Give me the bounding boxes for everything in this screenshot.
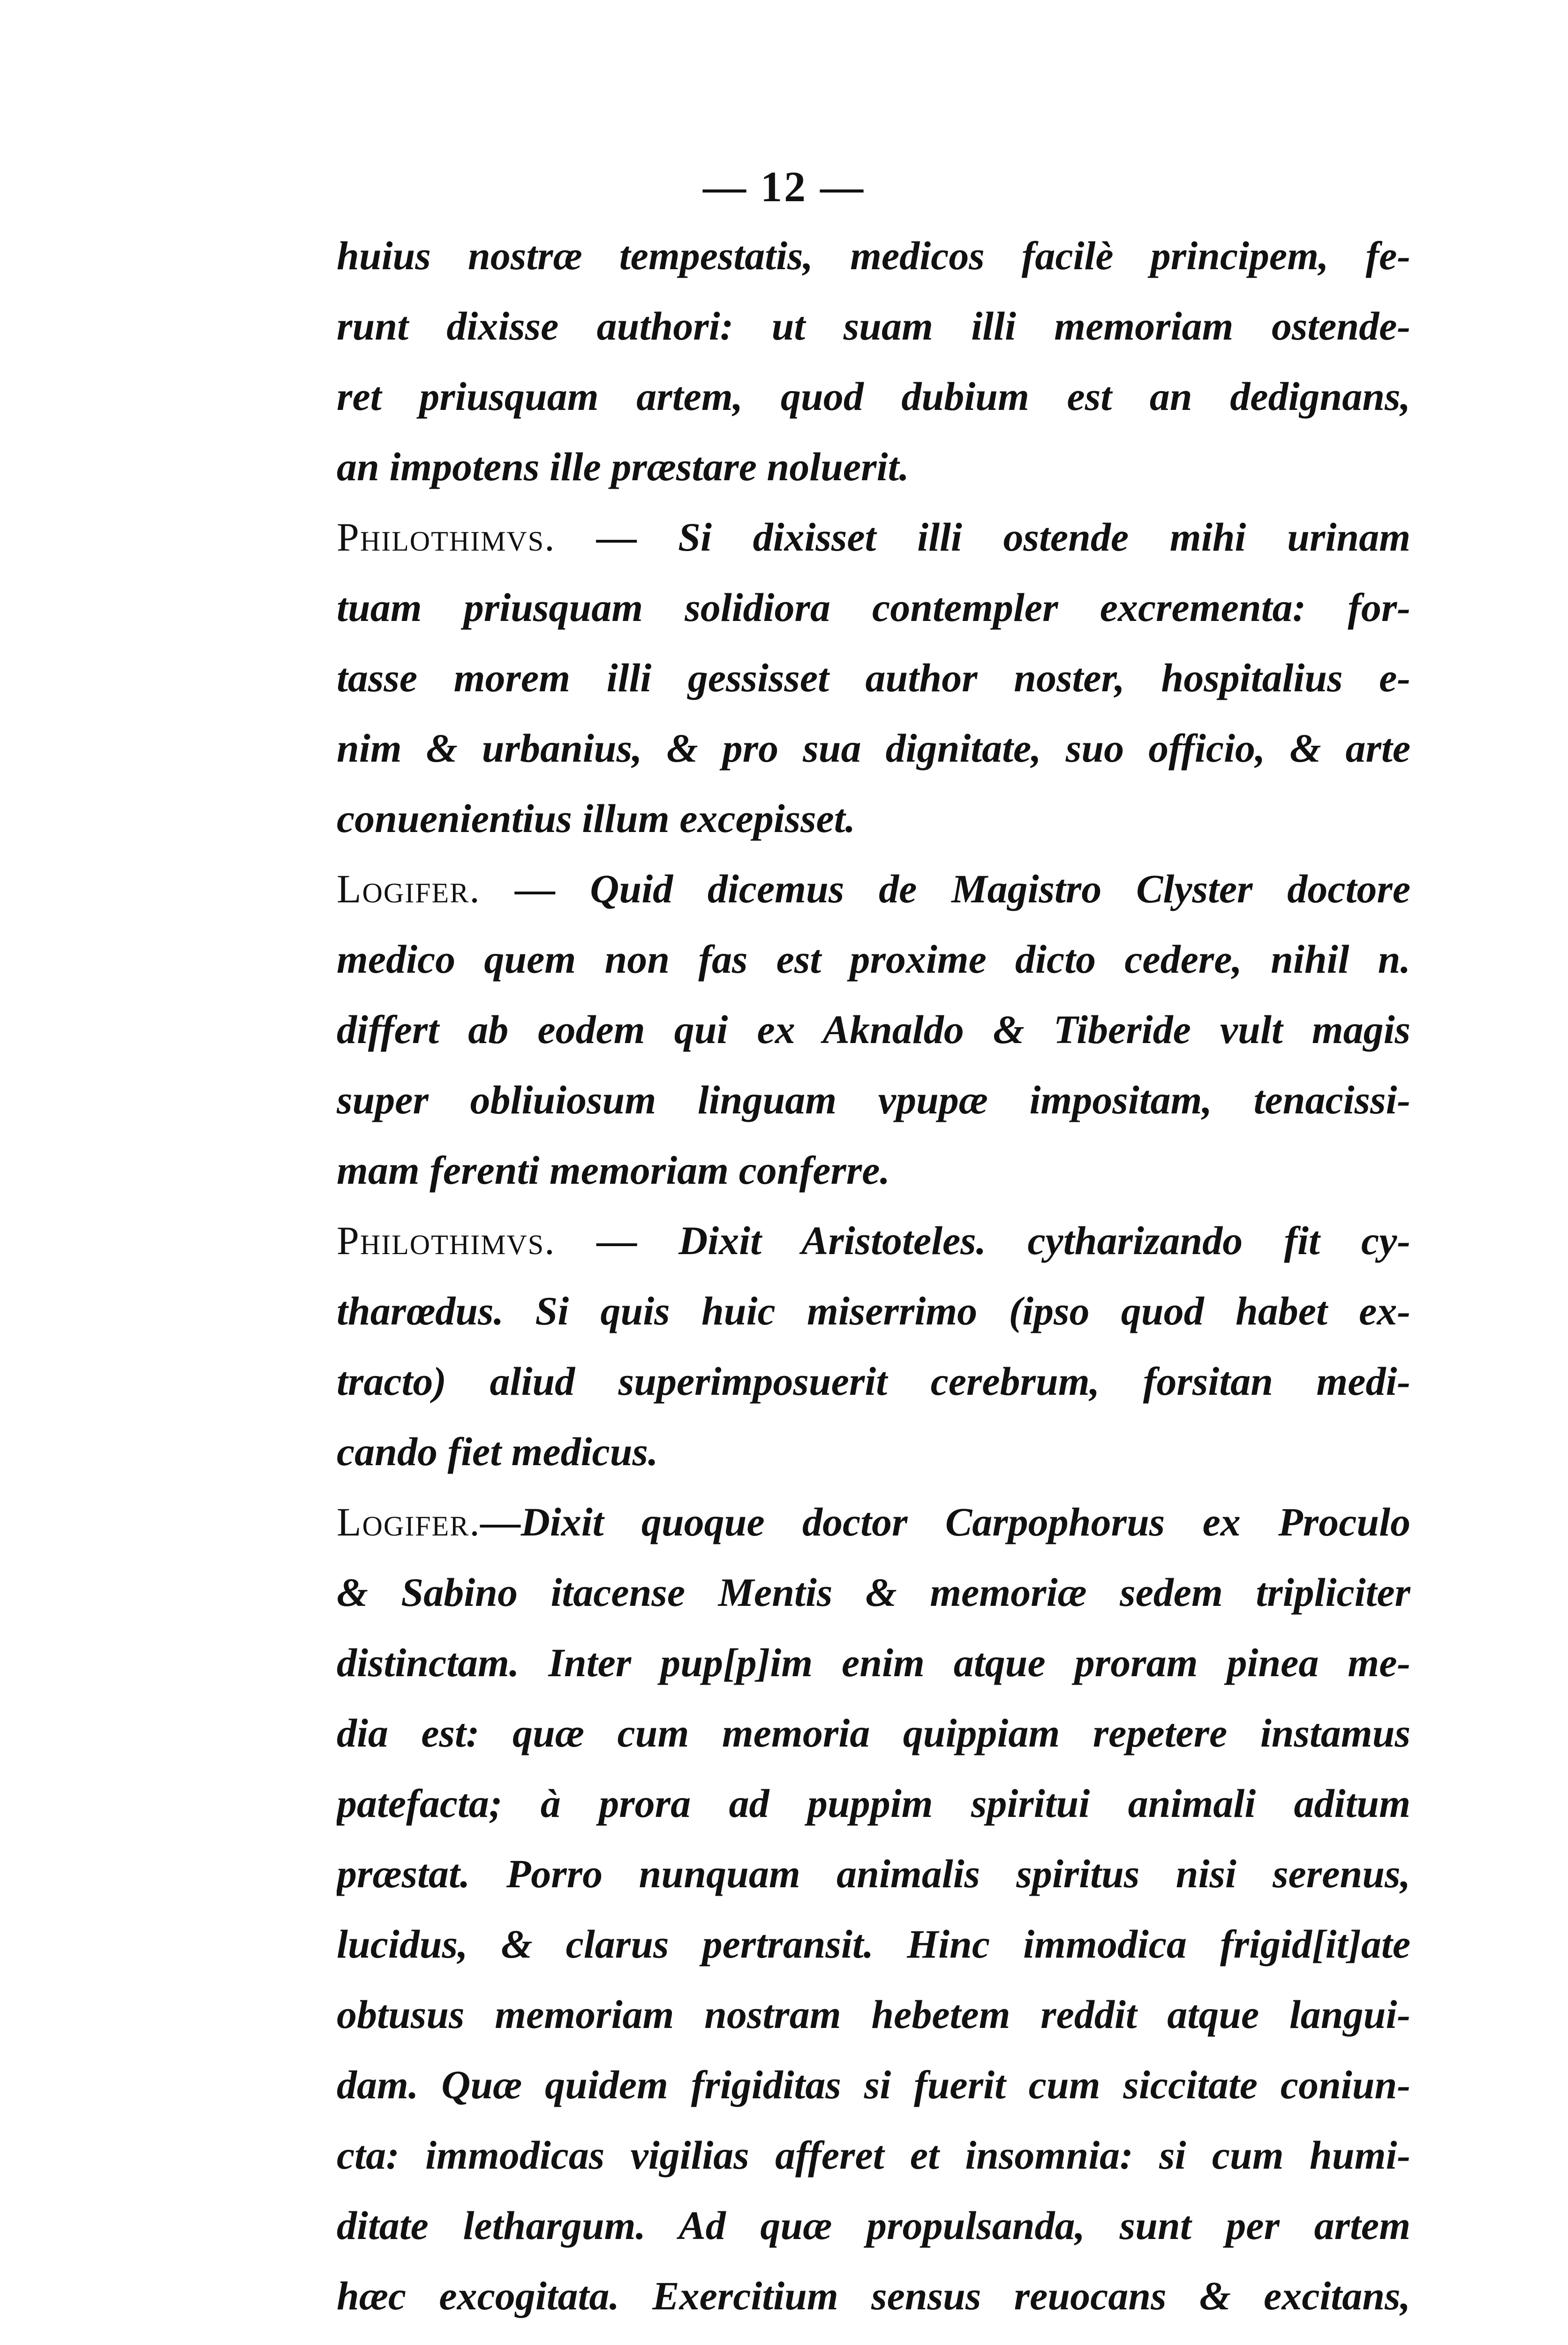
text-line xyxy=(337,502,1410,572)
text-line xyxy=(337,2261,1410,2331)
text-line xyxy=(337,1135,1410,1205)
line-text: ret priusquam artem, quod dubium est an dedignans, xyxy=(337,374,1410,419)
line-text: obtusus memoriam nostram hebetem reddit atque langui- xyxy=(337,1992,1410,2037)
text-line xyxy=(337,572,1410,643)
text-line xyxy=(337,854,1410,924)
text-line xyxy=(337,783,1410,854)
text-line xyxy=(337,220,1410,291)
line-text: cta: immodicas vigilias afferet et insomnia: si cum humi- xyxy=(337,2133,1410,2178)
line-text: huius nostræ tempestatis, medicos facilè principem, fe- xyxy=(337,233,1410,278)
line-text: medico quem non fas est proxime dicto cedere, nihil n. xyxy=(337,937,1410,982)
line-text: tuam priusquam solidiora contempler excrementa: for- xyxy=(337,585,1410,630)
line-text: dia est: quæ cum memoria quippiam repetere instamus xyxy=(337,1710,1410,1755)
line-text: — Dixit Aristoteles. cytharizando fit cy- xyxy=(555,1218,1410,1263)
line-text: & Sabino itacense Mentis & memoriæ sedem tripliciter xyxy=(337,1570,1410,1615)
text-line xyxy=(337,1346,1410,1416)
line-text: hæc excogitata. Exercitium sensus reuocans & excitans, xyxy=(337,2273,1410,2318)
text-line xyxy=(337,643,1410,713)
text-line xyxy=(337,1205,1410,1276)
line-text: tharœdus. Si quis huic miserrimo (ipso quod habet ex- xyxy=(337,1288,1410,1333)
line-text: patefacta; à prora ad puppim spiritui animali aditum xyxy=(337,1781,1410,1826)
line-text: — Si dixisset illi ostende mihi urinam xyxy=(555,514,1410,560)
page-number: — 12 — xyxy=(703,163,865,211)
text-line xyxy=(337,2190,1410,2261)
body-text xyxy=(337,220,1410,2331)
text-line xyxy=(337,1979,1410,2050)
speaker-name: Logifer. xyxy=(337,866,481,911)
line-text: conuenientius illum excepisset. xyxy=(337,796,856,841)
text-line xyxy=(337,1909,1410,1979)
text-line xyxy=(337,361,1410,431)
text-line xyxy=(337,1768,1410,1838)
text-line xyxy=(337,1487,1410,1557)
speaker-name: Philothimvs. xyxy=(337,514,556,560)
line-text: tracto) aliud superimposuerit cerebrum, forsitan medi- xyxy=(337,1359,1410,1404)
line-text: — Quid dicemus de Magistro Clyster doctore xyxy=(480,866,1410,911)
text-line xyxy=(337,291,1410,361)
line-text: runt dixisse authori: ut suam illi memoriam ostende- xyxy=(337,303,1410,348)
line-text: lucidus, & clarus pertransit. Hinc immodica frigid[it]ate xyxy=(337,1921,1410,1967)
line-text: præstat. Porro nunquam animalis spiritus nisi serenus, xyxy=(337,1851,1410,1896)
text-line xyxy=(337,1276,1410,1346)
line-text: dam. Quæ quidem frigiditas si fuerit cum siccitate coniun- xyxy=(337,2062,1410,2107)
text-line xyxy=(337,1838,1410,1909)
line-text: —Dixit quoque doctor Carpophorus ex Proculo xyxy=(480,1499,1410,1544)
line-text: distinctam. Inter pup[p]im enim atque proram pinea me- xyxy=(337,1640,1410,1685)
line-text: mam ferenti memoriam conferre. xyxy=(337,1148,890,1193)
line-text: super obliuiosum linguam vpupæ impositam, tenacissi- xyxy=(337,1077,1410,1122)
line-text: ditate lethargum. Ad quæ propulsanda, sunt per artem xyxy=(337,2203,1410,2248)
text-line xyxy=(337,1557,1410,1627)
text-line xyxy=(337,994,1410,1065)
text-line xyxy=(337,1416,1410,1487)
text-line xyxy=(337,2050,1410,2120)
line-text: differt ab eodem qui ex Aknaldo & Tiberide vult magis xyxy=(337,1007,1410,1052)
text-line xyxy=(337,1698,1410,1768)
text-line xyxy=(337,924,1410,994)
line-text: tasse morem illi gessisset author noster, hospitalius e- xyxy=(337,655,1410,700)
text-line xyxy=(337,431,1410,502)
text-line xyxy=(337,2120,1410,2190)
line-text: nim & urbanius, & pro sua dignitate, suo officio, & arte xyxy=(337,726,1410,771)
text-line xyxy=(337,1065,1410,1135)
line-text: an impotens ille præstare noluerit. xyxy=(337,444,909,489)
speaker-name: Logifer. xyxy=(337,1499,481,1544)
line-text: cando fiet medicus. xyxy=(337,1429,658,1474)
speaker-name: Philothimvs. xyxy=(337,1218,556,1263)
text-line xyxy=(337,1627,1410,1698)
text-line xyxy=(337,713,1410,783)
